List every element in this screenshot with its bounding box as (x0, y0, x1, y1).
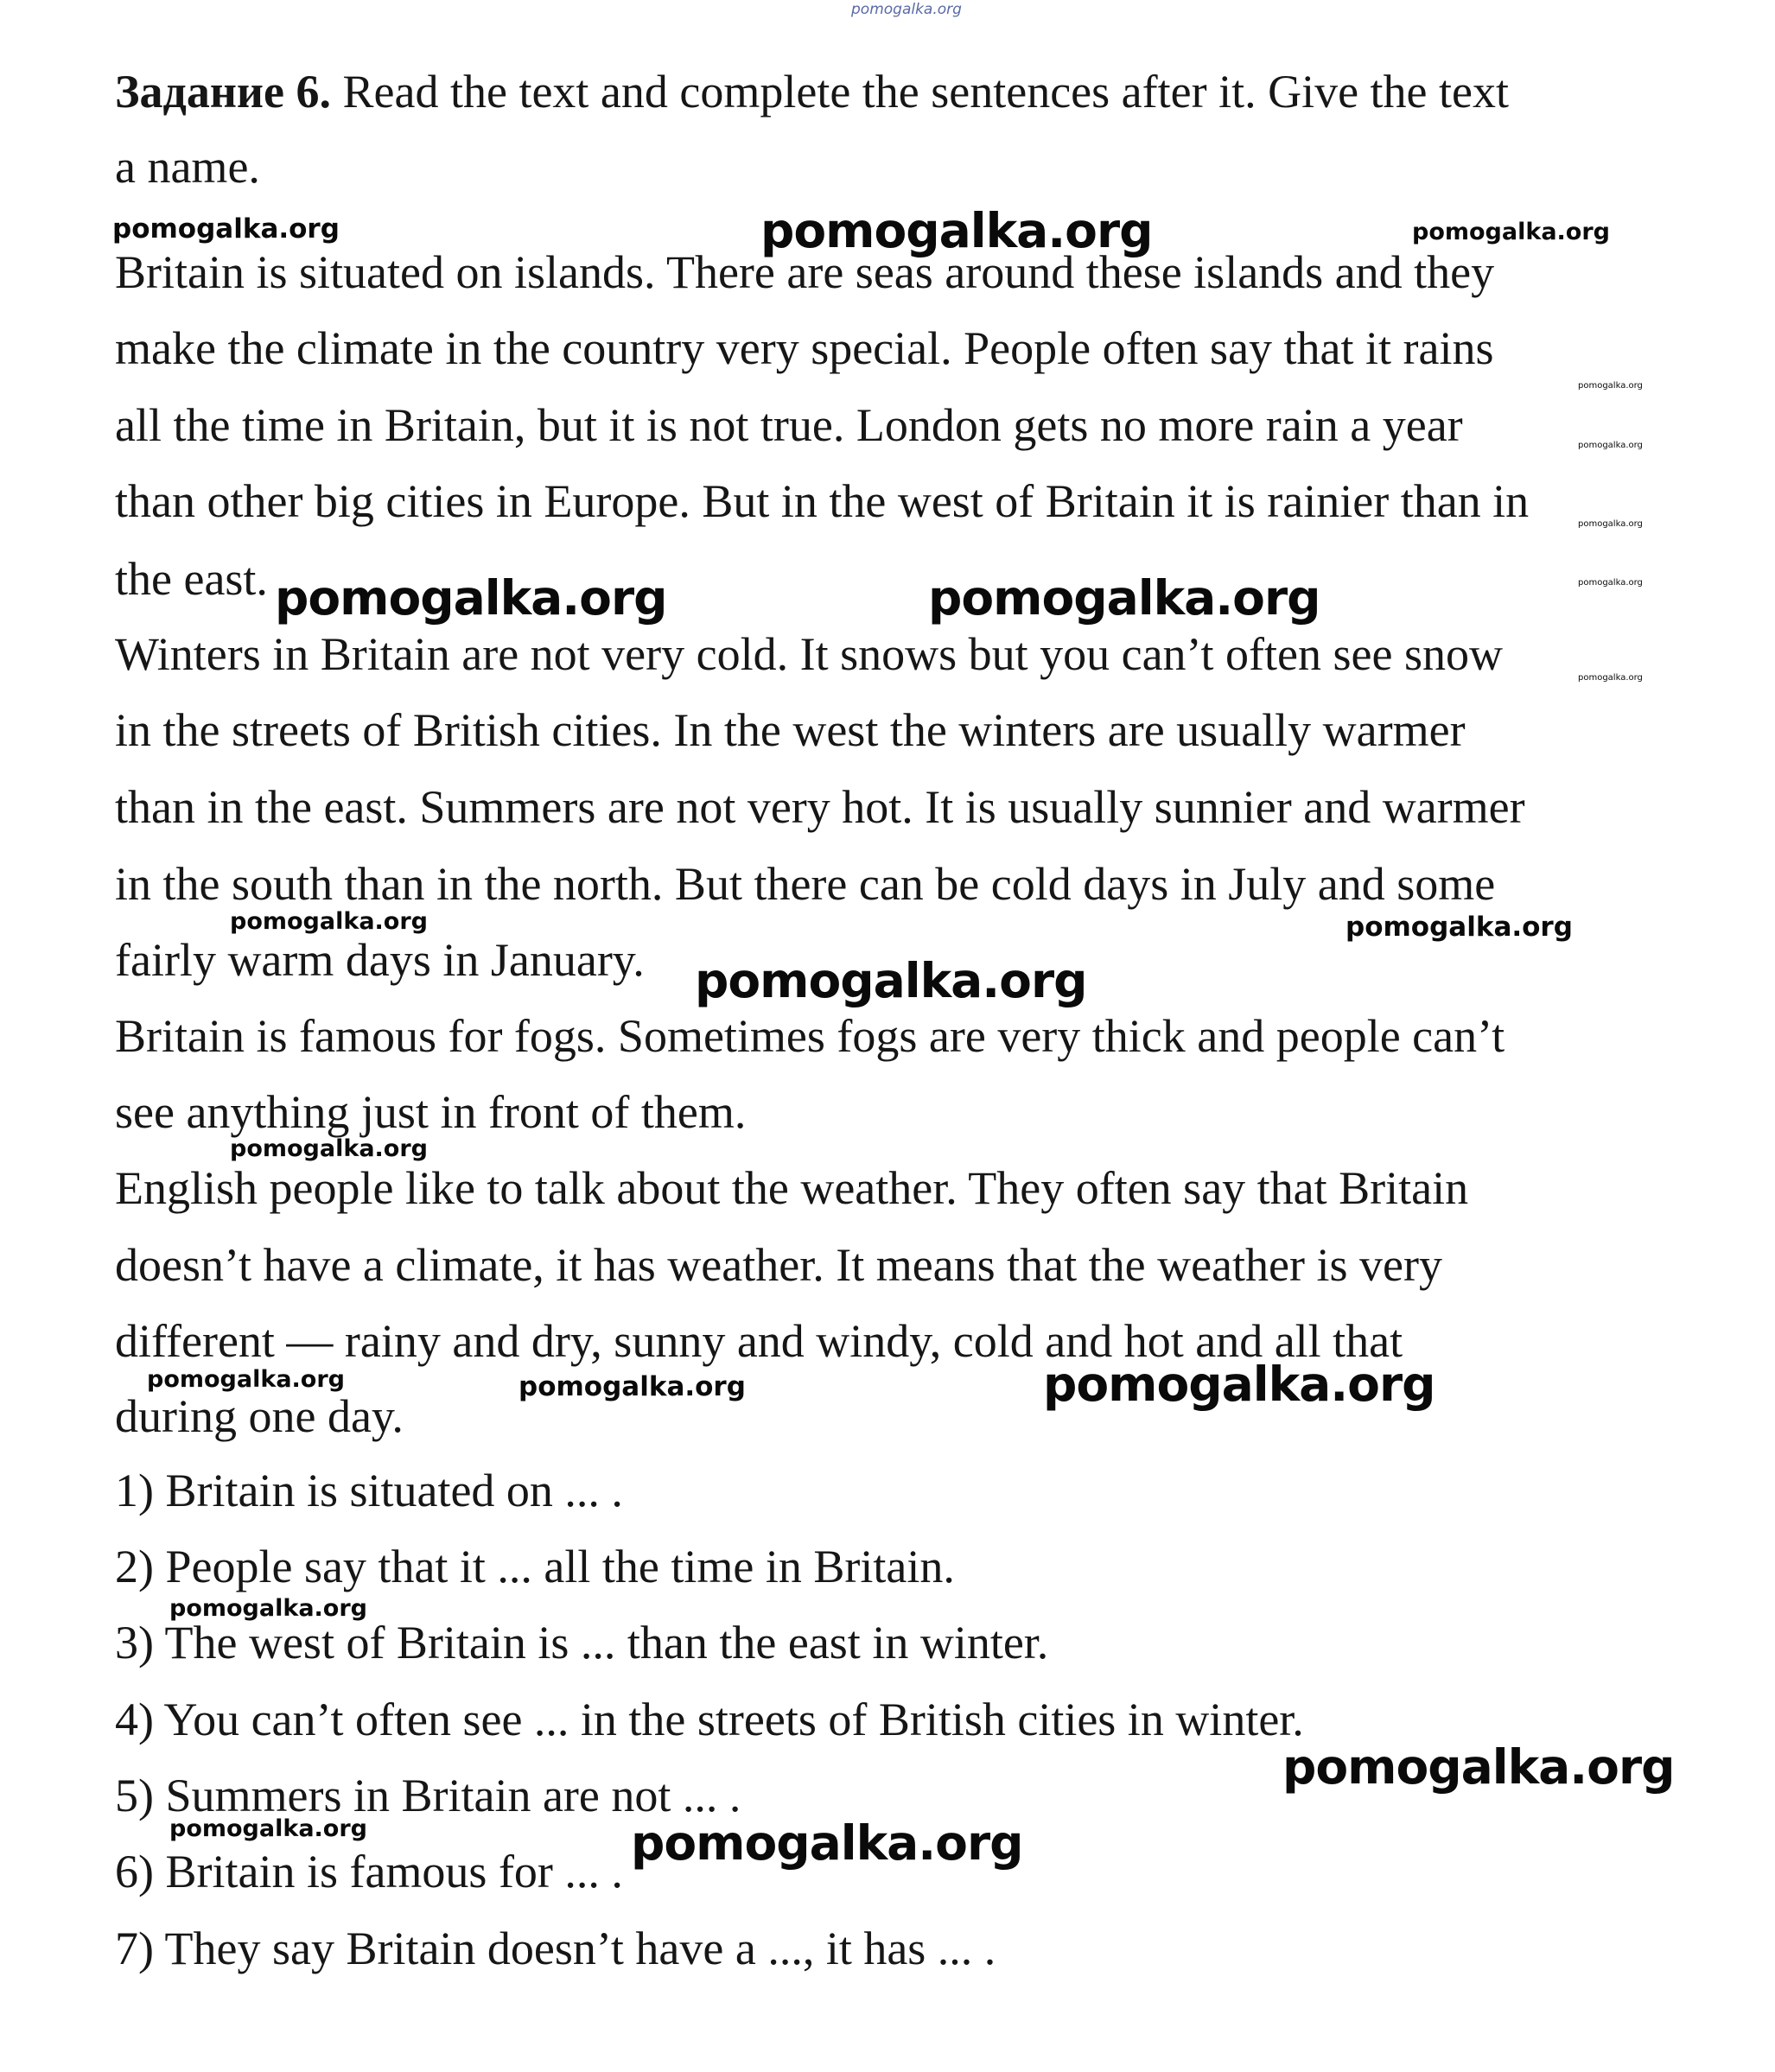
sentence-item: 7) They say Britain doesn’t have a ..., it has ... . (115, 1923, 996, 1974)
sentence-item: 1) Britain is situated on ... . (115, 1465, 623, 1516)
text-line: fairly warm days in January. (115, 934, 645, 986)
task-label: Задание 6. (115, 66, 332, 118)
text-line: Britain is situated on islands. There are seas around these islands and they (115, 246, 1495, 298)
watermark: pomogalka.org (695, 953, 1087, 1008)
text-line: Winters in Britain are not very cold. It snows but you can’t often see snow (115, 628, 1503, 680)
text-line: different — rainy and dry, sunny and windy, cold and hot and all that (115, 1315, 1403, 1367)
watermark: pomogalka.org (275, 570, 667, 626)
text-line: than other big cities in Europe. But in the west of Britain it is rainier than in (115, 475, 1530, 527)
watermark: pomogalka.org (147, 1366, 345, 1393)
watermark: pomogalka.org (519, 1371, 746, 1402)
watermark: pomogalka.org (1043, 1357, 1435, 1412)
watermark: pomogalka.org (1578, 578, 1643, 588)
text-line: all the time in Britain, but it is not true. London gets no more rain a year (115, 399, 1463, 451)
watermark: pomogalka.org (112, 213, 340, 245)
watermark: pomogalka.org (230, 908, 428, 935)
watermark: pomogalka.org (631, 1815, 1023, 1871)
text-line: Britain is famous for fogs. Sometimes fogs are very thick and people can’t (115, 1010, 1505, 1062)
text-line: doesn’t have a climate, it has weather. It means that the weather is very (115, 1239, 1442, 1291)
text-line: during one day. (115, 1390, 404, 1442)
sentence-item: 3) The west of Britain is ... than the east in winter. (115, 1617, 1049, 1668)
sentence-item: 6) Britain is famous for ... . (115, 1846, 623, 1897)
text-line: see anything just in front of them. (115, 1086, 747, 1138)
watermark: pomogalka.org (230, 1135, 428, 1162)
text-line: make the climate in the country very special. People often say that it rains (115, 322, 1494, 374)
task-heading-continuation: a name. (115, 141, 260, 193)
watermark: pomogalka.org (1578, 441, 1643, 450)
watermark: pomogalka.org (1578, 519, 1643, 529)
watermark: pomogalka.org (1578, 381, 1643, 391)
watermark: pomogalka.org (1282, 1739, 1675, 1795)
sentence-item: 5) Summers in Britain are not ... . (115, 1770, 741, 1821)
watermark: pomogalka.org (1346, 912, 1573, 943)
watermark: pomogalka.org (1578, 673, 1643, 683)
task-instruction: Read the text and complete the sentences after it. Give the text (331, 66, 1509, 118)
text-line: the east. (115, 553, 268, 605)
watermark-header: pomogalka.org (851, 1, 962, 18)
text-line: than in the east. Summers are not very hot. It is usually sunnier and warmer (115, 781, 1525, 833)
text-line: in the streets of British cities. In the west the winters are usually warmer (115, 704, 1466, 756)
watermark: pomogalka.org (169, 1815, 367, 1842)
sentence-item: 4) You can’t often see ... in the streets of British cities in winter. (115, 1694, 1304, 1745)
task-heading (115, 66, 1509, 118)
watermark: pomogalka.org (1412, 219, 1610, 245)
watermark: pomogalka.org (928, 570, 1320, 626)
sentence-item: 2) People say that it ... all the time in Britain. (115, 1541, 955, 1592)
watermark: pomogalka.org (169, 1595, 367, 1622)
watermark: pomogalka.org (760, 203, 1153, 258)
text-line: English people like to talk about the weather. They often say that Britain (115, 1162, 1469, 1214)
text-line: in the south than in the north. But there can be cold days in July and some (115, 858, 1496, 910)
